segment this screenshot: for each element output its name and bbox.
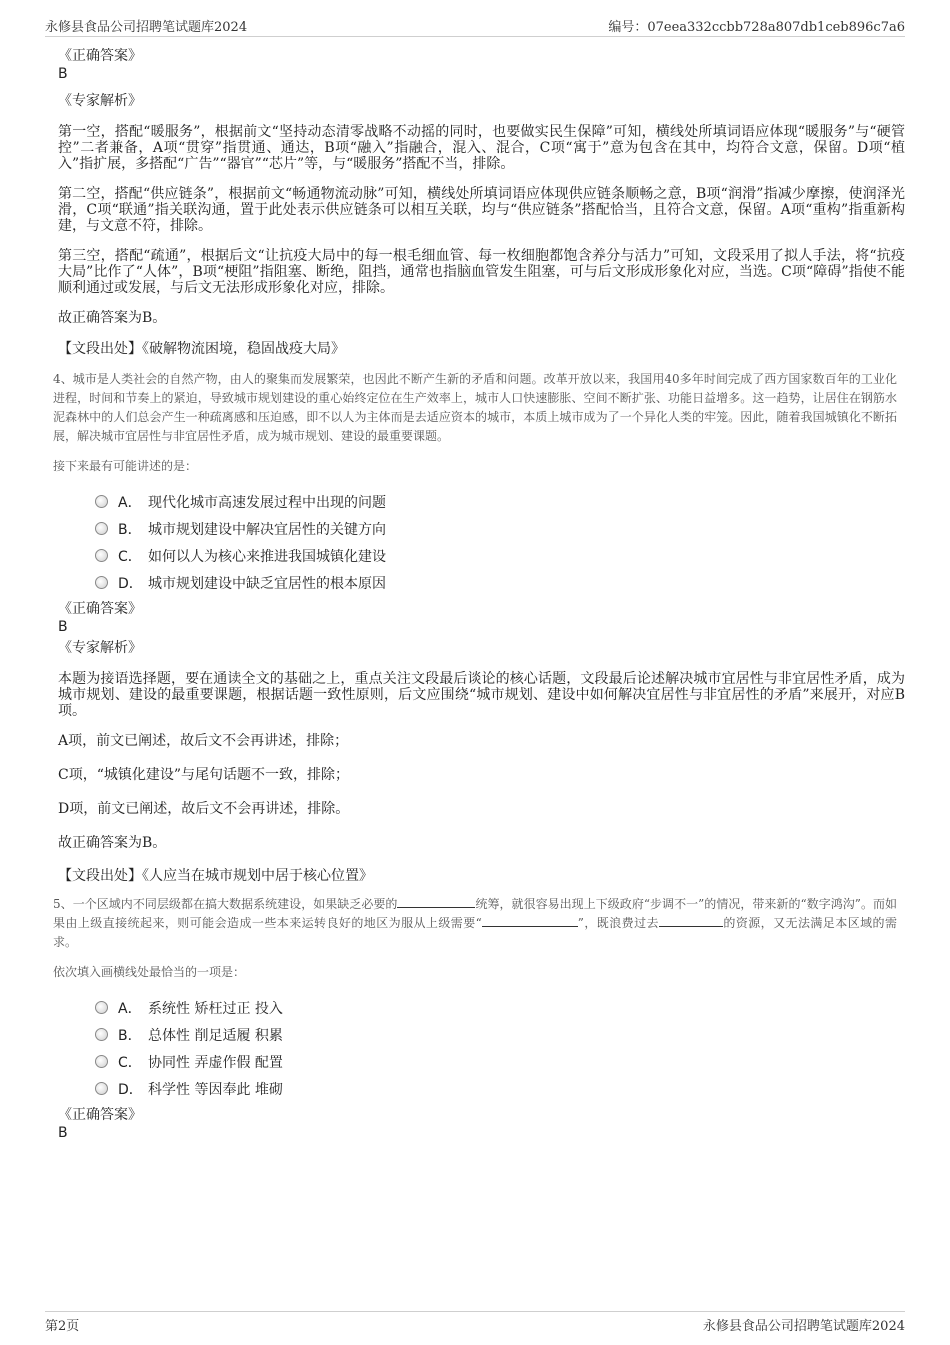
answer-value: B [58,619,68,635]
option-text: 总体性 削足适履 积累 [148,1027,283,1044]
analysis-paragraph: 第一空，搭配“暖服务”，根据前文“坚持动态清零战略不动摇的同时，也要做实民生保障”可知，横线处所填词语应体现“暖服务”与“硬管控”二者兼备，A项“贯穿”指贯通、通达，B项“融入”指融合，混入、混合，C项“寓于”意为包含在其中，均符合文意，保留。D项“植入”指扩展，多搭配“广告”“器官”“芯片”等，与“暖服务”搭配不当，排除。 [58,124,905,172]
option-letter: C． [118,1054,142,1071]
option-d[interactable] [95,1075,905,1102]
radio-icon[interactable] [95,495,108,508]
analysis-paragraph: A项，前文已阐述，故后文不会再讲述，排除； [58,733,349,749]
question-4-prompt: 接下来最有可能讲述的是： [53,459,198,473]
option-c[interactable] [95,1048,905,1075]
radio-icon[interactable] [95,522,108,535]
option-letter: D． [118,1081,143,1098]
option-text: 科学性 等因奉此 堆砌 [148,1081,283,1098]
radio-icon[interactable] [95,1082,108,1095]
analysis-paragraph: 第三空，搭配“疏通”，根据后文“让抗疫大局中的每一根毛细血管、每一枚细胞都饱含养分与活力”可知，文段采用了拟人手法，将“抗疫大局”比作了“人体”，B项“梗阻”指阻塞、断绝，阻挡，通常也指脑血管发生阻塞，可与后文形成形象化对应，当选。C项“障碍”指使不能顺利通过或发展，与后文无法形成形象化对应，排除。 [58,248,905,296]
option-letter: C． [118,548,142,565]
option-a[interactable] [95,994,905,1021]
question-5-prompt: 依次填入画横线处最恰当的一项是： [53,965,246,979]
analysis-paragraph: D项，前文已阐述，故后文不会再讲述，排除。 [58,801,350,817]
radio-icon[interactable] [95,549,108,562]
radio-icon[interactable] [95,1001,108,1014]
analysis-label: 《专家解析》 [58,640,142,656]
question-4-options [45,488,905,596]
footer-title: 永修县食品公司招聘笔试题库2024 [702,1319,905,1334]
answer-value: B [58,66,68,82]
analysis-paragraph: 第二空，搭配“供应链条”，根据前文“畅通物流动脉”可知，横线处所填词语应体现供应链条顺畅之意，B项“润滑”指减少摩擦，使润泽光滑，C项“联通”指关联沟通，置于此处表示供应链条可以相互关联，均与“供应链条”搭配恰当，且符合文意，保留。A项“重构”指重新构建，与文意不符，排除。 [58,186,905,234]
option-b[interactable] [95,515,905,542]
option-text: 协同性 弄虚作假 配置 [148,1054,283,1071]
page-content [45,44,905,1142]
analysis-conclusion: 故正确答案为B。 [58,835,167,851]
option-text: 系统性 矫枉过正 投入 [148,1000,283,1017]
option-text: 城市规划建设中解决宜居性的关键方向 [148,521,386,538]
radio-icon[interactable] [95,1055,108,1068]
answer-label: 《正确答案》 [58,1107,142,1123]
analysis-paragraph: C项，“城镇化建设”与尾句话题不一致，排除； [58,767,350,783]
passage-source: 【文段出处】《破解物流困境，稳固战疫大局》 [58,341,345,357]
page-header [45,14,905,37]
analysis-conclusion: 故正确答案为B。 [58,310,167,326]
page-footer [45,1311,905,1334]
option-text: 如何以人为核心来推进我国城镇化建设 [148,548,386,565]
option-letter: A． [118,494,142,511]
answer-label: 《正确答案》 [58,48,142,64]
question-5-text-part: 的资源，又无法满足本区域的需求。 [53,916,897,949]
radio-icon[interactable] [95,1028,108,1041]
option-text: 城市规划建设中缺乏宜居性的根本原因 [148,575,386,592]
analysis-paragraph: 本题为接语选择题，要在通读全文的基础之上，重点关注文段最后谈论的核心话题，文段最后论述解决城市宜居性与非宜居性矛盾，成为城市规划、建设的最重要课题，根据话题一致性原则，后文应围绕“城市规划、建设中如何解决宜居性与非宜居性的矛盾”来展开，对应B项。 [58,671,905,719]
option-text: 现代化城市高速发展过程中出现的问题 [148,494,386,511]
analysis-label: 《专家解析》 [58,93,142,109]
option-letter: B． [118,1027,142,1044]
question-5-text-part: 5、一个区域内不同层级都在搞大数据系统建设，如果缺乏必要的 [53,897,398,911]
page-number: 第2页 [45,1319,80,1334]
answer-value: B [58,1125,68,1141]
option-c[interactable] [95,542,905,569]
option-d[interactable] [95,569,905,596]
option-b[interactable] [95,1021,905,1048]
question-5-text-part: 统筹，就很容易出现上下级政府“步调不一”的情况，带来新的“数字鸿沟”。而如果由上级直接统起来，则可能会造成一些本来运转良好的地区为服从上级需要“ [53,897,897,930]
header-title: 永修县食品公司招聘笔试题库2024 [45,20,248,35]
option-letter: D． [118,575,143,592]
answer-label: 《正确答案》 [58,601,142,617]
question-4-text: 4、城市是人类社会的自然产物，由人的聚集而发展繁荣，也因此不断产生新的矛盾和问题。改革开放以来，我国用40多年时间完成了西方国家数百年的工业化进程，时间和节奏上的紧迫，导致城市规划建设的重心始终定位在生产效率上，城市人口快速膨胀、空间不断扩张、功能日益增多。这一趋势，让居住在钢筋水泥森林中的人们总会产生一种疏离感和压迫感，即不以人为主体而是去适应资本的城市，本质上城市成为了一个异化人类的牢笼。因此，随着我国城镇化不断拓展，解决城市宜居性与非宜居性矛盾，成为城市规划、建设的最重要课题。 [53,372,897,443]
option-letter: B． [118,521,142,538]
passage-source: 【文段出处】《人应当在城市规划中居于核心位置》 [58,868,373,884]
radio-icon[interactable] [95,576,108,589]
question-5-text [53,895,897,952]
option-a[interactable] [95,488,905,515]
question-5-text-part: ”，既浪费过去 [577,916,659,930]
fill-blank-2 [482,914,578,927]
fill-blank-1 [397,895,475,908]
header-code: 编号：07eea332ccbb728a807db1ceb896c7a6 [608,20,905,35]
question-5-options [45,994,905,1102]
fill-blank-3 [659,914,723,927]
option-letter: A． [118,1000,142,1017]
